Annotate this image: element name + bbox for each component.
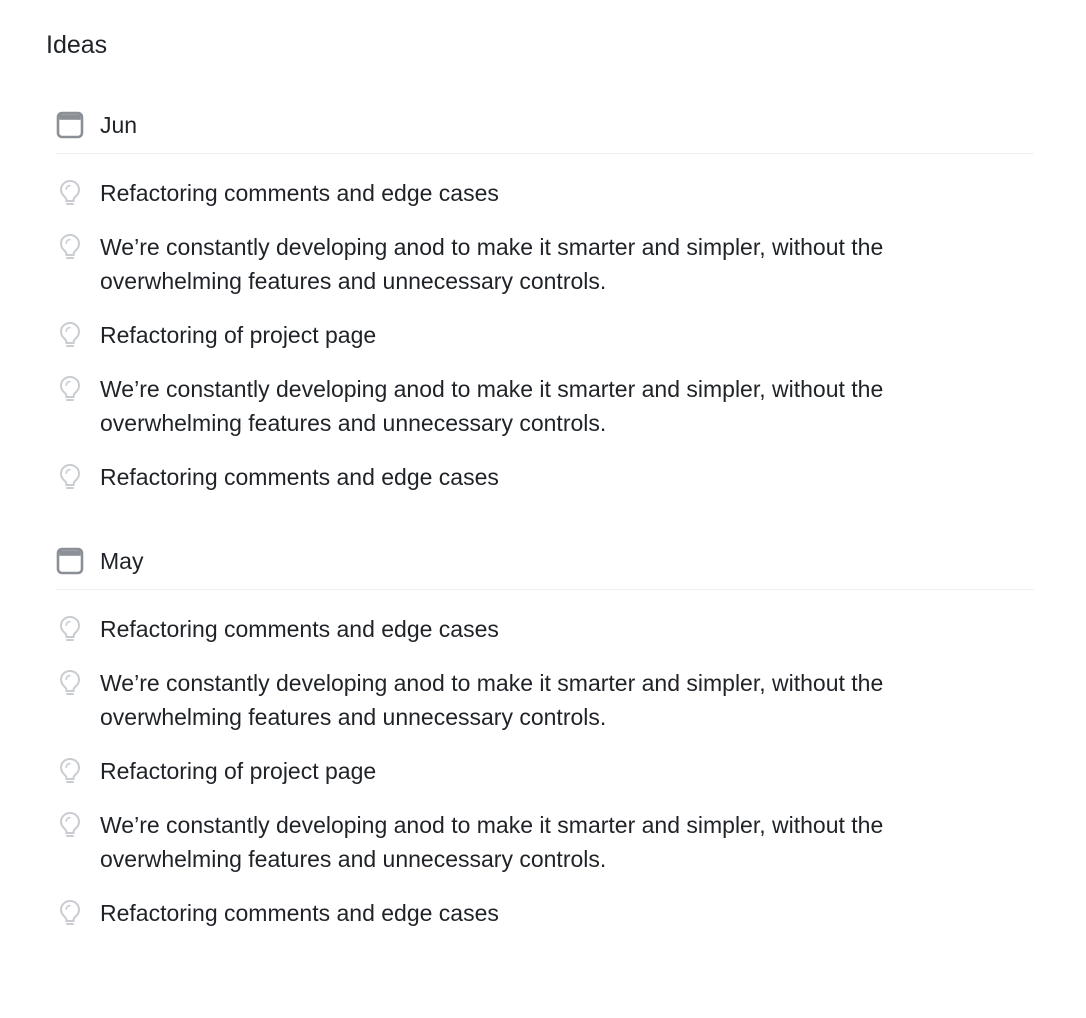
idea-item[interactable] — [56, 318, 1034, 352]
calendar-icon — [56, 547, 84, 575]
month-group-may — [56, 542, 1034, 930]
page-title: Ideas — [46, 31, 108, 59]
group-header-may[interactable] — [56, 542, 1034, 590]
idea-text: Refactoring comments and edge cases — [100, 616, 499, 642]
lightbulb-icon — [56, 176, 84, 210]
idea-text: Refactoring of project page — [100, 758, 377, 784]
idea-item[interactable] — [56, 372, 1034, 440]
idea-list — [56, 590, 1034, 930]
idea-item[interactable] — [56, 808, 1034, 876]
lightbulb-icon — [56, 612, 84, 646]
calendar-icon — [56, 111, 84, 139]
group-header-jun[interactable] — [56, 106, 1034, 154]
lightbulb-icon — [56, 372, 84, 406]
group-label: Jun — [100, 112, 138, 138]
lightbulb-icon — [56, 318, 84, 352]
idea-item[interactable] — [56, 176, 1034, 210]
idea-text: Refactoring comments and edge cases — [100, 180, 499, 206]
idea-item[interactable] — [56, 896, 1034, 930]
idea-text: Refactoring comments and edge cases — [100, 900, 499, 926]
lightbulb-icon — [56, 896, 84, 930]
idea-list — [56, 154, 1034, 494]
idea-item[interactable] — [56, 754, 1034, 788]
idea-text: We’re constantly developing anod to make it smarter and simpler, without the overwhelming features and unnecessary controls. — [100, 234, 884, 294]
idea-text: We’re constantly developing anod to make it smarter and simpler, without the overwhelming features and unnecessary controls. — [100, 812, 884, 872]
idea-text: We’re constantly developing anod to make it smarter and simpler, without the overwhelming features and unnecessary controls. — [100, 670, 884, 730]
idea-text: Refactoring comments and edge cases — [100, 464, 499, 490]
lightbulb-icon — [56, 808, 84, 842]
idea-item[interactable] — [56, 666, 1034, 734]
lightbulb-icon — [56, 230, 84, 264]
group-label: May — [100, 548, 144, 574]
idea-text: We’re constantly developing anod to make it smarter and simpler, without the overwhelming features and unnecessary controls. — [100, 376, 884, 436]
idea-text: Refactoring of project page — [100, 322, 377, 348]
idea-item[interactable] — [56, 230, 1034, 298]
idea-item[interactable] — [56, 612, 1034, 646]
month-group-jun — [56, 106, 1034, 494]
lightbulb-icon — [56, 666, 84, 700]
lightbulb-icon — [56, 754, 84, 788]
idea-item[interactable] — [56, 460, 1034, 494]
lightbulb-icon — [56, 460, 84, 494]
